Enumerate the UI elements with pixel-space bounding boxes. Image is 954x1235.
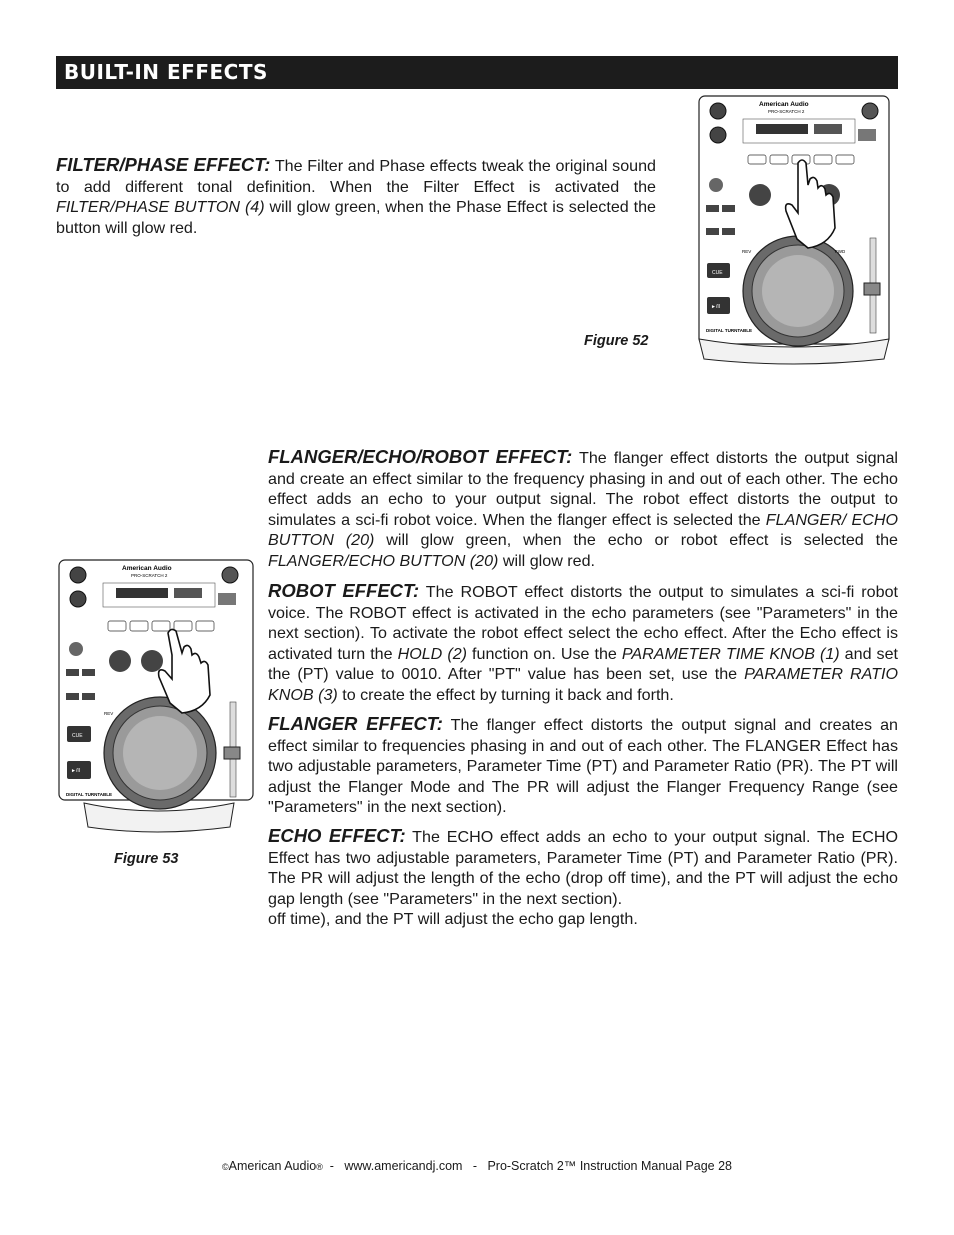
fer-text-2: will glow green, when the echo or robot effect is selected the	[374, 531, 898, 550]
filter-phase-text-1: The Filter and Phase effects tweak the original sound to add different tonal definition. When the Filter Effect is activated the	[56, 157, 656, 196]
robot-text-4: to create the effect by turning it back and forth.	[337, 685, 674, 704]
flanger-echo-robot-heading: FLANGER/ECHO/ROBOT EFFECT:	[268, 446, 573, 467]
echo-heading: ECHO EFFECT:	[268, 825, 406, 846]
robot-text-2: function on. Use the	[467, 644, 622, 663]
fer-button-ref-2: FLANGER/ECHO BUTTON (20)	[268, 551, 499, 570]
fig52-model: PRO-SCRATCH 2	[768, 109, 805, 114]
section-title: BUILT-IN EFFECTS	[64, 60, 268, 84]
figure-52-caption: Figure 52	[584, 333, 649, 349]
fig52-footer-label: DIGITAL TURNTABLE	[706, 328, 752, 333]
figure-52-device-image	[696, 93, 892, 369]
robot-text-3: and set the (PT) value to 0010. After "PT" value has been set, use the	[268, 644, 899, 684]
filter-phase-paragraph	[56, 155, 656, 238]
filter-phase-heading: FILTER/PHASE EFFECT:	[56, 154, 271, 175]
filter-phase-text-2: will glow green, when the Phase Effect is selected the button will glow red.	[56, 198, 656, 237]
fer-text-3: will glow red.	[498, 551, 596, 570]
robot-heading: ROBOT EFFECT:	[268, 580, 420, 601]
robot-paragraph	[268, 581, 898, 706]
page-footer	[0, 1159, 954, 1173]
flanger-text-1: The flanger effect distorts the output signal and creates an effect similar to frequencies phasing in and out of each other. The FLANGER Effect has two adjustable parameters, Parameter Time (PT) and Parameter Ratio (PR). The PT will adjust the Flanger Mode and The PR will adjust the Flanger Frequency Range (see "Parameters" in the next section).	[268, 716, 898, 817]
footer-text: - www.americandj.com - Pro-Scratch 2™ Instruction Manual Page 28	[322, 1159, 733, 1173]
registered-symbol: ®	[316, 1162, 323, 1172]
echo-paragraph	[268, 826, 898, 930]
echo-text-1: The ECHO effect adds an echo to your output signal. The ECHO Effect has two adjustable parameters, Parameter Time (PT) and Parameter Ratio (PR). The PR will adjust the length of the echo (drop off time), and the PT will adjust the echo gap length (see "Parameters" in the next section).	[268, 828, 898, 908]
fig53-model: PRO-SCRATCH 2	[131, 573, 168, 578]
fig52-play-label: ►/II	[711, 304, 721, 310]
fig53-brand: American Audio	[122, 565, 172, 572]
robot-text-1: The ROBOT effect distorts the output to simulates a sci-fi robot voice. The ROBOT effect is activated in the echo parameters (see "Parameters" in the next section). To activate the robot effect select the echo effect. After the Echo effect is activated turn the	[268, 583, 898, 663]
robot-knob1-ref: PARAMETER TIME KNOB (1)	[621, 644, 840, 663]
fer-button-ref-1: FLANGER/ ECHO BUTTON (20)	[268, 510, 898, 550]
flanger-heading: FLANGER EFFECT:	[268, 713, 443, 734]
flanger-paragraph	[268, 714, 898, 818]
filter-phase-button-ref: FILTER/PHASE BUTTON (4)	[56, 198, 265, 217]
fer-text-1: The flanger effect distorts the output signal and create an effect similar to the frequency phasing in and out of each other. The echo effect adds an echo to your output signal. The robot effect distorts the output to simulates a sci-fi robot voice. When the flanger effect is selected the	[268, 449, 898, 529]
fig53-rev-label: REV	[104, 711, 114, 716]
section-header-bar	[56, 56, 898, 89]
fig52-rev-label: REV	[742, 249, 752, 254]
fig52-fwd-label: FWD	[835, 249, 846, 254]
copyright-symbol: ©	[221, 1162, 229, 1172]
footer-brand: American Audio	[228, 1159, 317, 1173]
robot-knob3-ref: PARAMETER RATIO KNOB (3)	[268, 665, 898, 704]
fig53-footer-label: DIGITAL TURNTABLE	[66, 792, 112, 797]
fig53-cue-label: CUE	[72, 733, 83, 739]
fig53-play-label: ►/II	[71, 768, 81, 774]
fig52-cue-label: CUE	[712, 270, 723, 276]
echo-text-2: off time), and the PT will adjust the echo gap length.	[268, 910, 638, 929]
figure-53-caption: Figure 53	[114, 851, 179, 867]
fig52-brand: American Audio	[759, 101, 809, 108]
figure-53-device-image	[56, 557, 256, 837]
robot-hold-ref: HOLD (2)	[397, 644, 468, 663]
flanger-echo-robot-paragraph	[268, 447, 898, 572]
